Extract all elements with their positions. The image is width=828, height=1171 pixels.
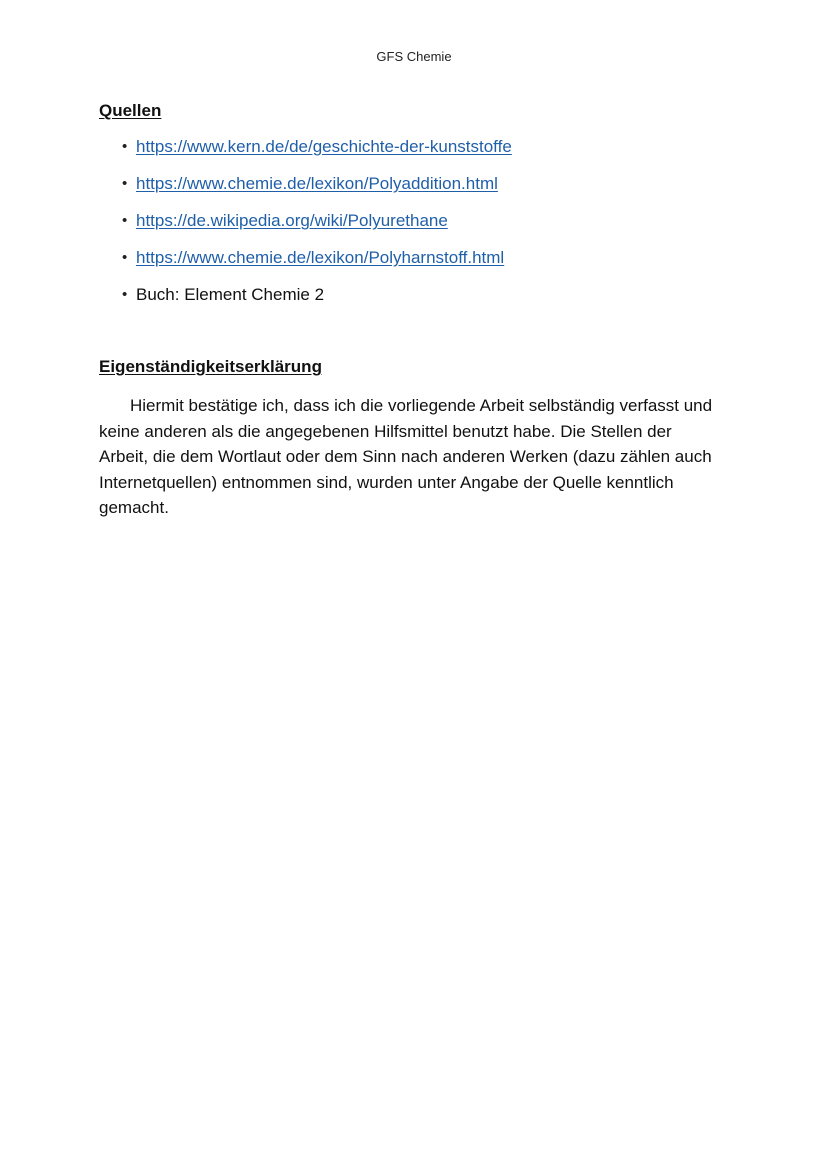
sources-list — [122, 136, 512, 321]
source-link-wikipedia[interactable]: https://de.wikipedia.org/wiki/Polyurethane — [136, 211, 448, 230]
bullet-icon: • — [122, 138, 128, 155]
declaration-heading: Eigenständigkeitserklärung — [99, 357, 322, 376]
source-link-kern[interactable]: https://www.kern.de/de/geschichte-der-kunststoffe — [136, 137, 512, 156]
bullet-icon: • — [122, 175, 128, 192]
sources-heading: Quellen — [99, 101, 162, 120]
list-item — [122, 247, 512, 284]
bullet-icon: • — [122, 249, 128, 266]
bullet-icon: • — [122, 212, 128, 229]
list-item — [122, 173, 512, 210]
list-item — [122, 210, 512, 247]
bullet-icon: • — [122, 286, 128, 303]
declaration-paragraph: Hiermit bestätige ich, dass ich die vorliegende Arbeit selbständig verfasst und keine anderen als die angegebenen Hilfsmittel benutzt habe. Die Stellen der Arbeit, die dem Wortlaut oder dem Sinn nach anderen Werken (dazu zählen auch Internetquellen) entnommen sind, wurden unter Angabe der Quelle kenntlich gemacht. — [99, 396, 713, 518]
source-link-polyaddition[interactable]: https://www.chemie.de/lexikon/Polyaddition.html — [136, 174, 498, 193]
list-item — [122, 284, 512, 321]
page-header: GFS Chemie — [376, 49, 452, 64]
source-link-polyharnstoff[interactable]: https://www.chemie.de/lexikon/Polyharnstoff.html — [136, 248, 505, 267]
source-book: Buch: Element Chemie 2 — [136, 285, 325, 304]
list-item — [122, 136, 512, 173]
